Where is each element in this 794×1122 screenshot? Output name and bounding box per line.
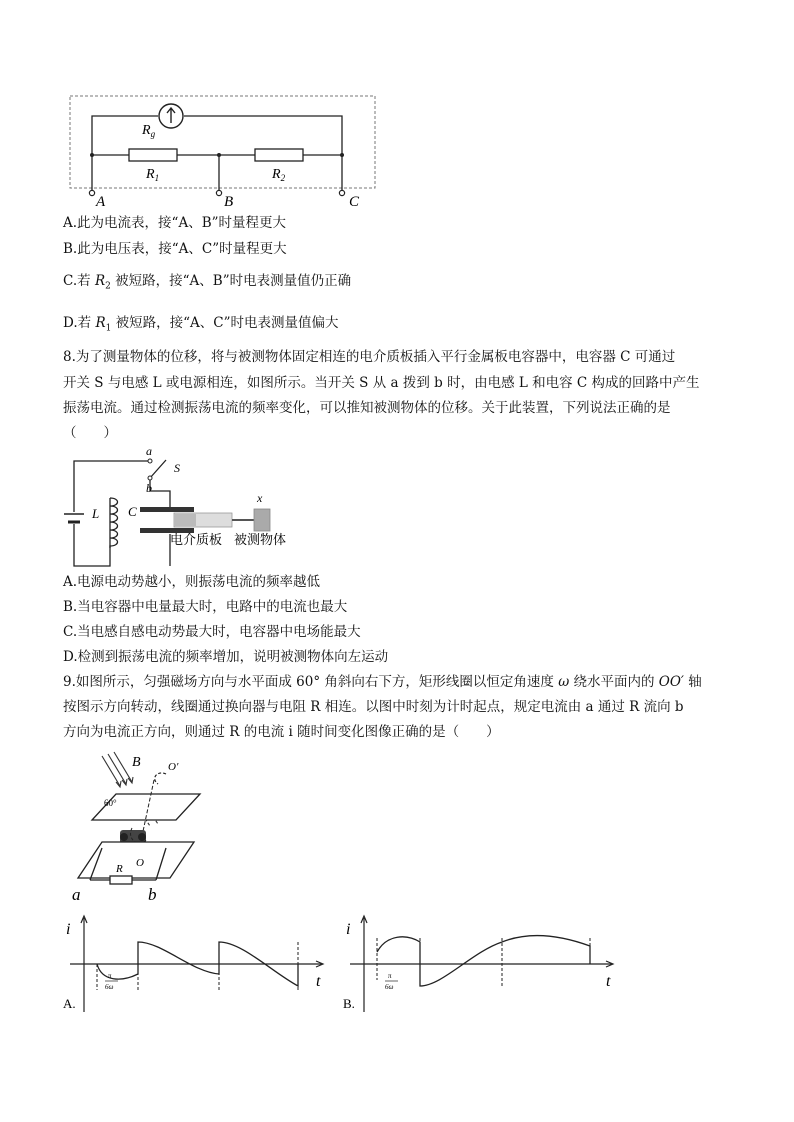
q8-option-a[interactable]: A.电源电动势越小，则振荡电流的频率越低 bbox=[63, 574, 321, 590]
q8-answer-bracket: （ ） bbox=[63, 425, 117, 441]
axis-label-t: t bbox=[316, 973, 321, 990]
q8-option-c[interactable]: C.当电感自感电动势最大时，电容器中电场能最大 bbox=[63, 624, 361, 640]
label-angle: 60° bbox=[104, 798, 117, 808]
label-field-b: B bbox=[132, 755, 141, 770]
lc-displacement-sensor-figure bbox=[62, 444, 312, 574]
terminal-c-label: C bbox=[349, 194, 360, 210]
circuit-wires bbox=[74, 461, 170, 566]
graph-b-label: B. bbox=[343, 996, 355, 1011]
dashed-guides bbox=[377, 938, 590, 986]
inductor-coil bbox=[110, 498, 118, 548]
q7-option-a[interactable]: A.此为电流表，接“A、B”时量程更大 bbox=[63, 215, 287, 231]
label-measured-object: 被测物体 bbox=[234, 532, 287, 547]
q8-stem-line1: 8.为了测量物体的位移，将与被测物体固定相连的电介质板插入平行金属板电容器中，电容器 C 可通过 bbox=[63, 349, 676, 365]
label-b: b bbox=[148, 885, 157, 904]
tick-numerator: π bbox=[388, 972, 392, 980]
label-r: R bbox=[116, 863, 123, 875]
q9-stem-text: 9.如图所示，匀强磁场方向与水平面成 60° 角斜向右下方，矩形线圈以恒定角速度 bbox=[63, 674, 559, 690]
r1-label: $R_1$ bbox=[146, 167, 160, 183]
label-b: b bbox=[146, 481, 152, 495]
label-x: x bbox=[257, 491, 263, 505]
terminal-b-post bbox=[216, 190, 221, 195]
q8-option-b[interactable]: B.当电容器中电量最大时，电路中的电流也最大 bbox=[63, 599, 348, 615]
q7-option-b[interactable]: B.此为电压表，接“A、C”时量程更大 bbox=[63, 241, 287, 257]
q7-option-c-sub: 2 bbox=[105, 281, 111, 292]
q7-option-d-var: R bbox=[95, 315, 106, 331]
capacitor-plate-top bbox=[140, 507, 194, 512]
tick-denominator: 6ω bbox=[385, 983, 394, 991]
q8-stem-line3: 振荡电流。通过检测振荡电流的频率变化，可以推知被测物体的位移。关于此装置，下列说法正确的是 bbox=[63, 400, 671, 416]
omega-symbol: ω bbox=[558, 674, 570, 690]
rg-label: $R_g$ bbox=[142, 123, 156, 139]
q7-option-d-text: 被短路，接“A、C”时电表测量值偏大 bbox=[111, 315, 339, 331]
switch-contact-b bbox=[148, 476, 152, 480]
junction-dot bbox=[340, 153, 344, 157]
graph-a-label: A. bbox=[63, 996, 76, 1011]
axis-label-t: t bbox=[606, 973, 611, 990]
switch-blade bbox=[150, 460, 166, 478]
q7-option-d-sub: 1 bbox=[105, 323, 112, 334]
tick-denominator: 6ω bbox=[105, 983, 114, 991]
q9-stem-line1 bbox=[63, 673, 702, 691]
galvanometer-symbol bbox=[159, 104, 183, 128]
axis-label-i: i bbox=[346, 921, 351, 938]
q9-stem-text: 轴 bbox=[684, 674, 702, 690]
q7-option-c[interactable] bbox=[63, 272, 351, 296]
junction-dot bbox=[217, 153, 221, 157]
rotation-arrow bbox=[155, 773, 166, 784]
q7-option-d[interactable] bbox=[63, 314, 339, 338]
galvanometer-circuit-figure bbox=[62, 90, 392, 212]
terminal-b-label: B bbox=[224, 194, 234, 210]
q7-option-c-text: 被短路，接“A、B”时电表测量值仍正确 bbox=[110, 273, 352, 289]
dielectric-slab-inner bbox=[174, 514, 196, 526]
resistor-r1 bbox=[129, 149, 177, 161]
switch-contact-a bbox=[148, 459, 152, 463]
current-curve bbox=[377, 936, 590, 986]
dashed-frame bbox=[70, 96, 375, 188]
q9-stem-line2: 按图示方向转动，线圈通过换向器与电阻 R 相连。以图中时刻为计时起点，规定电流由 a 通过 R 流向 b bbox=[63, 699, 684, 715]
resistor-r bbox=[110, 876, 132, 884]
terminal-a-label: A bbox=[96, 194, 106, 210]
q7-option-c-var: R bbox=[94, 273, 106, 289]
graph-option-a[interactable] bbox=[62, 912, 342, 1022]
tick-numerator: π bbox=[108, 972, 112, 980]
label-s: S bbox=[174, 461, 180, 475]
q9-stem-line3: 方向为电流正方向，则通过 R 的电流 i 随时间变化图像正确的是（ ） bbox=[63, 724, 500, 740]
q8-option-d[interactable]: D.检测到振荡电流的频率增加，说明被测物体向左运动 bbox=[63, 649, 389, 665]
axis-oo-symbol: OO′ bbox=[658, 674, 684, 690]
q9-stem-text: 绕水平面内的 bbox=[569, 674, 659, 690]
r2-label: $R_2$ bbox=[272, 167, 286, 183]
resistor-r2 bbox=[255, 149, 303, 161]
rotating-coil-figure bbox=[62, 750, 202, 910]
junction-dot bbox=[90, 153, 94, 157]
graph-option-b[interactable] bbox=[342, 912, 632, 1022]
label-o-prime: O′ bbox=[168, 761, 179, 773]
battery-symbol bbox=[64, 514, 84, 522]
label-a: a bbox=[72, 885, 81, 904]
label-c: C bbox=[128, 504, 137, 519]
terminal-c-post bbox=[339, 190, 344, 195]
measured-object bbox=[254, 509, 270, 531]
label-o: O bbox=[136, 857, 144, 869]
terminal-a-post bbox=[89, 190, 94, 195]
label-dielectric: 电介质板 bbox=[170, 532, 223, 547]
q7-option-c-prefix: C.若 bbox=[63, 273, 95, 289]
label-a: a bbox=[146, 444, 152, 458]
axis-label-i: i bbox=[66, 921, 71, 938]
q8-stem-line2: 开关 S 与电感 L 或电源相连，如图所示。当开关 S 从 a 拨到 b 时，由电感 L 和电容 C 构成的回路中产生 bbox=[63, 375, 700, 391]
label-l: L bbox=[92, 506, 100, 521]
q7-option-d-prefix: D.若 bbox=[63, 315, 96, 331]
